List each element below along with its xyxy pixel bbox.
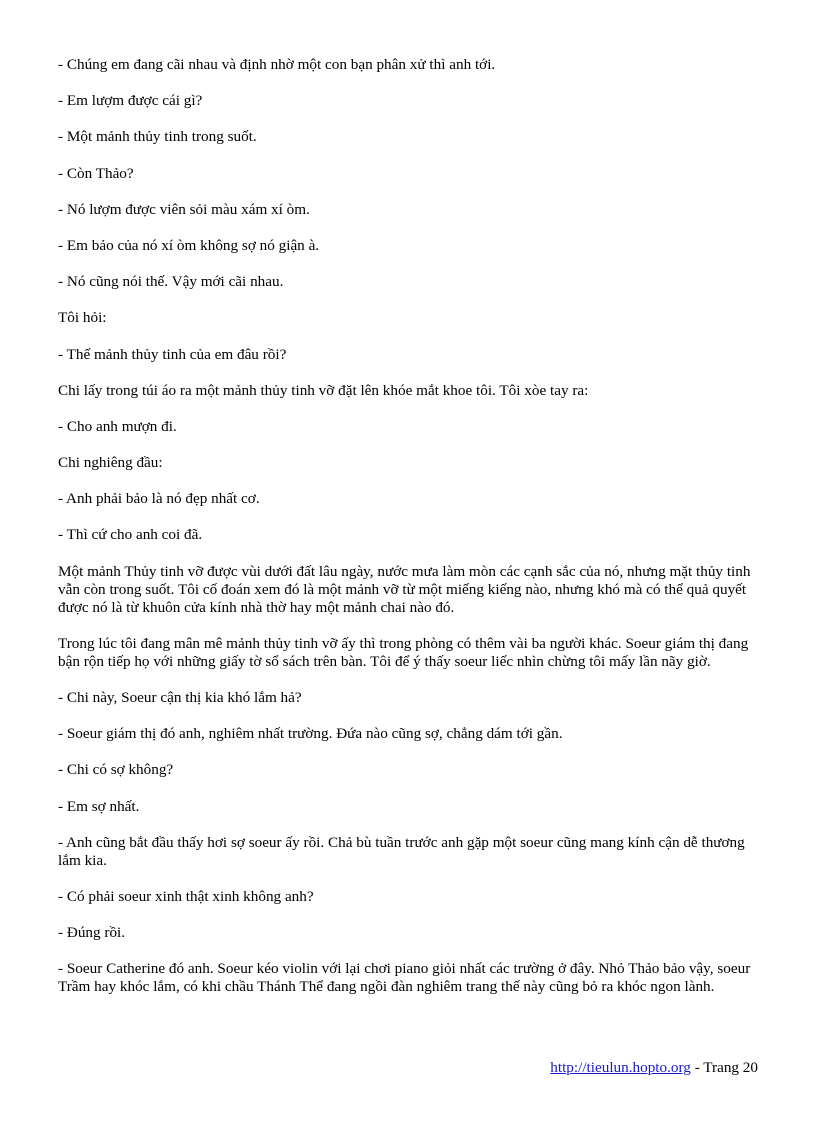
paragraph: - Một mảnh thủy tinh trong suốt. xyxy=(58,128,257,146)
paragraph: - Nó cũng nói thế. Vậy mới cãi nhau. xyxy=(58,273,284,291)
paragraph: - Chi này, Soeur cận thị kia khó lắm hả? xyxy=(58,689,302,706)
paragraph: - Em bảo của nó xí òm không sợ nó giận à. xyxy=(58,236,320,254)
paragraph: - Có phải soeur xinh thật xinh không anh? xyxy=(58,887,314,905)
paragraph: Một mảnh Thủy tinh vỡ được vùi dưới đất lâu ngày, nước mưa làm mòn các cạnh sắc của nó, nhưng mặt thủy tinh vẫn còn trong suốt. Tôi cố đoán xem đó là một mảnh vỡ từ một miếng kiếng nào, nhưng khó mà có thể quả quyết được nó là từ khuôn cửa kính nhà thờ hay một mảnh chai nào đó. xyxy=(58,562,751,616)
page-number: - Trang 20 xyxy=(690,1059,758,1076)
paragraph: - Soeur Catherine đó anh. Soeur kéo violin với lại chơi piano giỏi nhất các trường ở đây. Nhỏ Thảo bảo vậy, soeur Trầm hay khóc lắm, có khi chầu Thánh Thể đang ngồi đàn nghiêm trang thế này cũng bỏ ra khóc ngon lành. xyxy=(58,960,751,996)
paragraph: - Em lượm được cái gì? xyxy=(58,92,203,110)
paragraph: Trong lúc tôi đang mân mê mảnh thủy tinh vỡ ấy thì trong phòng có thêm vài ba người khác. Soeur giám thị đang bận rộn tiếp họ với những giấy tờ sổ sách trên bàn. Tôi để ý thấy soeur liếc nhìn chừng tôi mấy lần nãy giờ. xyxy=(58,634,749,670)
paragraph: - Soeur giám thị đó anh, nghiêm nhất trường. Đứa nào cũng sợ, chẳng dám tới gần. xyxy=(58,725,563,743)
paragraph: - Còn Thảo? xyxy=(58,164,134,182)
paragraph: - Chúng em đang cãi nhau và định nhờ một con bạn phân xử thì anh tới. xyxy=(58,56,496,73)
page-footer xyxy=(550,1059,758,1077)
paragraph: Chi lấy trong túi áo ra một mảnh thủy tinh vỡ đặt lên khóe mắt khoe tôi. Tôi xòe tay ra: xyxy=(58,381,589,399)
paragraph: - Anh cũng bắt đầu thấy hơi sợ soeur ấy rồi. Chả bù tuần trước anh gặp một soeur cũng mang kính cận dễ thương lắm kia. xyxy=(58,833,745,869)
paragraph: - Nó lượm được viên sỏi màu xám xí òm. xyxy=(58,200,310,218)
paragraph: - Em sợ nhất. xyxy=(58,797,140,815)
paragraph: Tôi hỏi: xyxy=(58,309,107,327)
paragraph: - Thế mảnh thủy tinh của em đâu rồi? xyxy=(58,345,287,363)
paragraph: - Cho anh mượn đi. xyxy=(58,417,177,435)
paragraph: Chi nghiêng đầu: xyxy=(58,454,163,472)
paragraph: - Chi có sợ không? xyxy=(58,761,174,779)
source-link[interactable]: http://tieulun.hopto.org xyxy=(550,1059,691,1076)
paragraph: - Đúng rồi. xyxy=(58,924,126,942)
page-body xyxy=(58,56,763,1015)
paragraph: - Anh phải bảo là nó đẹp nhất cơ. xyxy=(58,490,260,508)
paragraph: - Thì cứ cho anh coi đã. xyxy=(58,526,203,544)
